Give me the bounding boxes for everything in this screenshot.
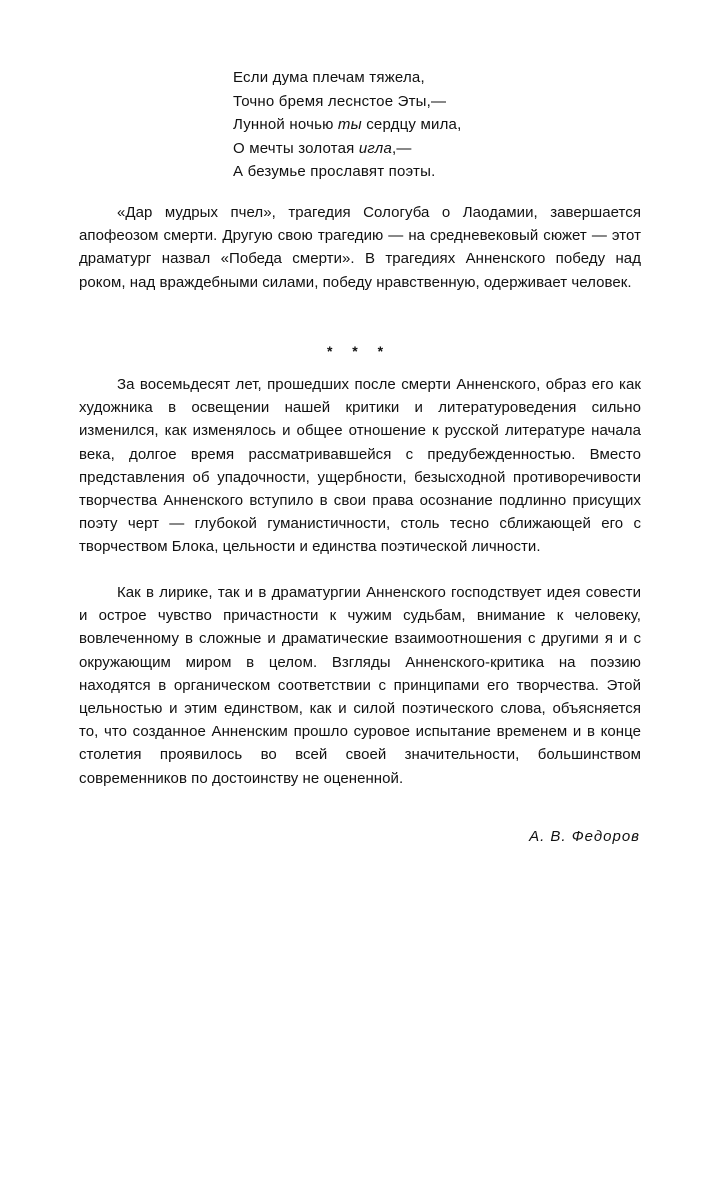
poem-line: Точно бремя леснстое Эты,—: [233, 92, 447, 110]
poem-line-emphasis: ты: [337, 116, 362, 133]
poem-line-text: ,—: [392, 139, 412, 157]
poem-stanza: [233, 66, 533, 184]
poem-line-text: О мечты золотая: [233, 139, 359, 157]
paragraph-conclusion: [79, 581, 641, 790]
poem-line: А безумье прославят поэты.: [233, 163, 436, 180]
poem-line: [233, 113, 533, 137]
poem-line: Если дума плечам тяжела,: [233, 69, 425, 86]
poem-line-text: сердцу мила,: [361, 116, 462, 133]
author-signature: А. В. Федоров: [529, 828, 640, 845]
poem-line-text: Лунной ночью: [233, 116, 338, 133]
section-separator: * * *: [326, 343, 392, 359]
poem-line-emphasis: игла: [358, 139, 393, 157]
poem-line: [233, 137, 533, 161]
paragraph-reception: [79, 373, 641, 559]
paragraph-text: Как в лирике, так и в драматургии Анненского господствует идея совести и острое чувство причастности к чужим судьбам, внимание к человеку, вовлеченному в сложные и драматические взаимоотношения с другими я и с окружающим миром в целом. Взгляды Анненского-критика на поэзию находятся в органическом соответствии с принципами его творчества. Этой цельностью и этим единством, как и силой поэтического слова, объясняется то, что созданное Анненским прошло суровое испытание временем и в конце столетия проявилось во всей своей значительности, большинством современников по достоинству не оцененной.: [79, 584, 641, 787]
paragraph-tragedies: [79, 201, 641, 294]
paragraph-text: За восемьдесят лет, прошедших после смерти Анненского, образ его как художника в освещении нашей критики и литературоведения сильно изменился, как изменялось и общее отношение к русской литературе начала века, долгое время рассматривавшейся с предубежденностью. Вместо представления об упадочности, ущербности, безысходной противоречивости творчества Анненского вступило в свои права осознание подлинно присущих поэту черт — глубокой гуманистичности, столь тесно сближающей его с творчеством Блока, цельности и единства поэтической личности.: [79, 376, 641, 556]
paragraph-text: «Дар мудрых пчел», трагедия Сологуба о Лаодамии, завершается апофеозом смерти. Другую свою трагедию — на средневековый сюжет — этот драматург назвал «Победа смерти». В трагедиях Анненского победу над роком, над враждебными силами, победу нравственную, одерживает человек.: [79, 204, 641, 291]
